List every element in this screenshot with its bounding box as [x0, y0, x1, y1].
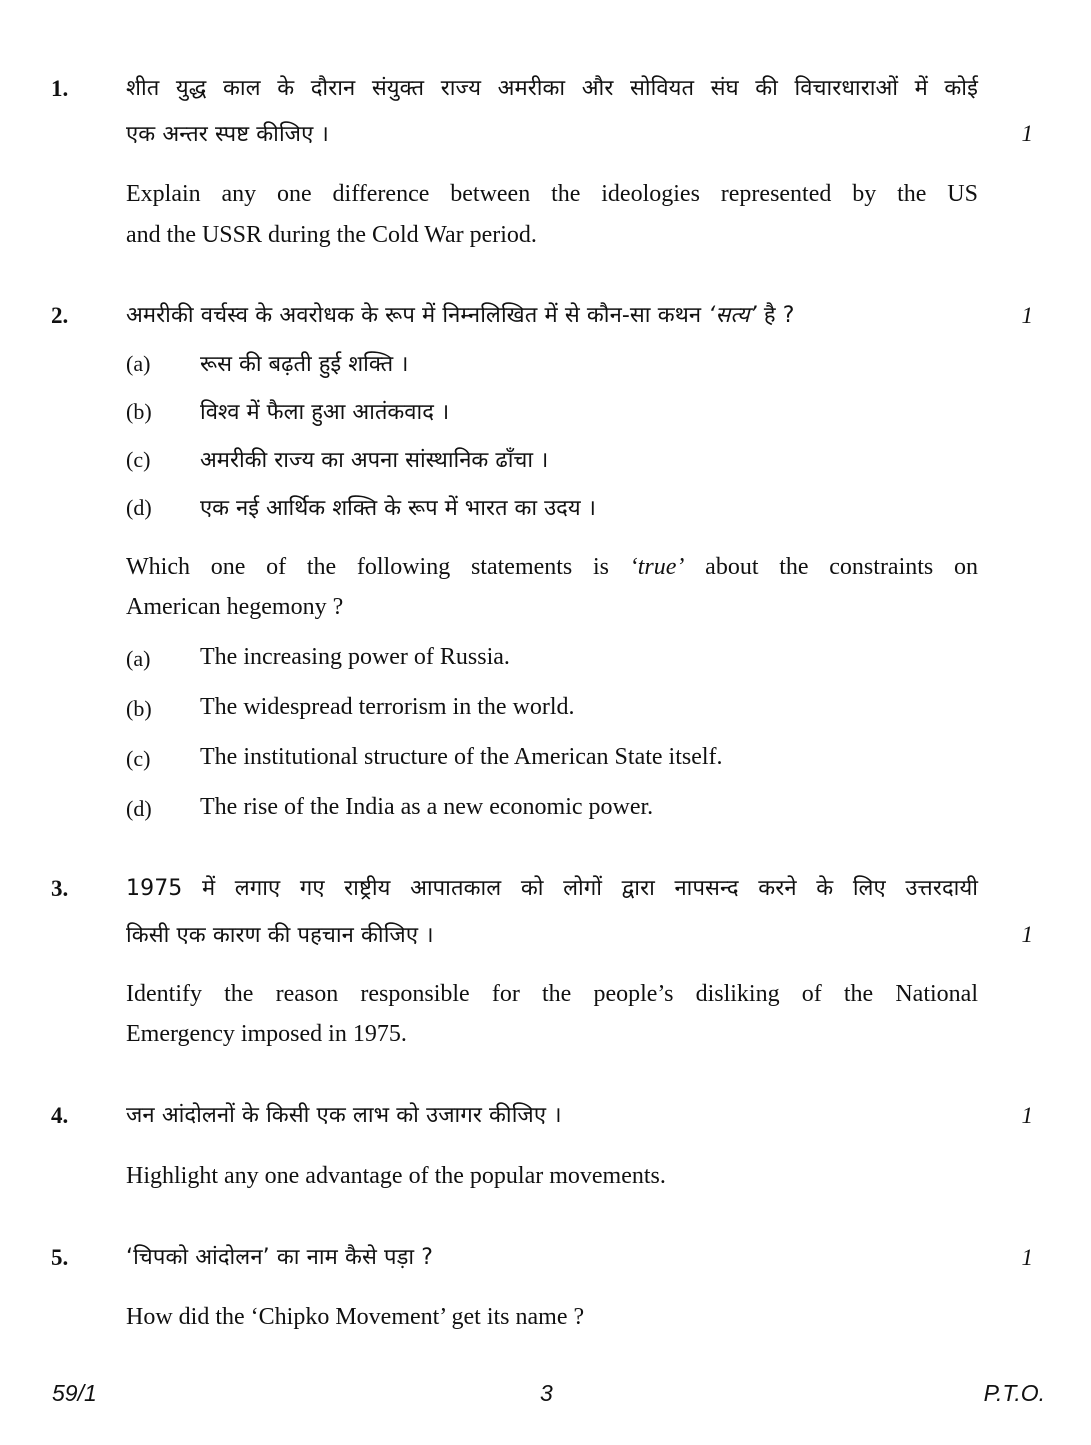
question-3-hindi-line-1: 1975 में लगाए गए राष्ट्रीय आपातकाल को लोगों द्वारा नापसन्द करने के लिए उत्तरदायी: [126, 876, 978, 901]
question-2-hindi-option-b: विश्व में फैला हुआ आतंकवाद ।: [200, 400, 450, 425]
page-number: 3: [540, 1380, 553, 1406]
question-1-number: 1.: [51, 76, 69, 101]
question-4-hindi-line-1: जन आंदोलनों के किसी एक लाभ को उजागर कीजिए ।: [126, 1103, 562, 1128]
question-1-english-line-1: Explain any one difference between the ideologies represented by the US: [126, 181, 978, 207]
question-2-hindi-stem: [126, 299, 795, 329]
question-2-english-option-c: The institutional structure of the American State itself.: [200, 744, 723, 770]
question-2-english-option-b: The widespread terrorism in the world.: [200, 694, 575, 720]
question-1-english-line-2: and the USSR during the Cold War period.: [126, 222, 537, 248]
question-3-hindi-line-2: किसी एक कारण की पहचान कीजिए ।: [126, 923, 434, 948]
paper-code: 59/1: [52, 1380, 97, 1406]
question-3-english-line-2: Emergency imposed in 1975.: [126, 1021, 407, 1047]
question-2-english-emphasis: ‘true’: [629, 554, 685, 580]
question-2-hindi-option-a-label: (a): [126, 351, 151, 376]
question-2-english-option-b-label: (b): [126, 696, 152, 721]
question-2-english-stem-line-1: [126, 554, 978, 581]
question-2-english-option-a-label: (a): [126, 646, 151, 671]
question-3-number: 3.: [51, 876, 69, 901]
question-2-number: 2.: [51, 303, 69, 328]
question-1-hindi-line-1: शीत युद्ध काल के दौरान संयुक्त राज्य अमरीका और सोवियत संघ की विचारधाराओं में कोई: [126, 76, 978, 101]
question-1-hindi-line-2: एक अन्तर स्पष्ट कीजिए ।: [126, 122, 329, 147]
question-5-english-line-1: How did the ‘Chipko Movement’ get its name ?: [126, 1304, 585, 1330]
question-4-marks: 1: [1021, 1103, 1033, 1128]
question-2-hindi-stem-suffix: है ?: [756, 303, 795, 328]
please-turn-over: P.T.O.: [983, 1380, 1045, 1406]
question-2-hindi-option-d-label: (d): [126, 495, 152, 520]
question-4-english-line-1: Highlight any one advantage of the popular movements.: [126, 1163, 666, 1189]
question-5-marks: 1: [1021, 1245, 1033, 1270]
question-2-english-stem-prefix: Which one of the following statements is: [126, 554, 630, 580]
question-2-english-stem-suffix: about the constraints on: [684, 554, 978, 580]
question-2-hindi-stem-prefix: अमरीकी वर्चस्व के अवरोधक के रूप में निम्नलिखित में से कौन-सा कथन: [126, 303, 709, 328]
question-2-hindi-option-c: अमरीकी राज्य का अपना सांस्थानिक ढाँचा ।: [200, 448, 549, 473]
question-2-english-option-a: The increasing power of Russia.: [200, 644, 510, 670]
question-2-hindi-option-d: एक नई आर्थिक शक्ति के रूप में भारत का उदय ।: [200, 496, 596, 521]
question-2-hindi-option-b-label: (b): [126, 399, 152, 424]
question-2-hindi-option-c-label: (c): [126, 447, 151, 472]
question-2-marks: 1: [1021, 303, 1033, 328]
question-2-english-option-d-label: (d): [126, 796, 152, 821]
question-3-marks: 1: [1021, 922, 1033, 947]
question-4-number: 4.: [51, 1103, 69, 1128]
question-2-english-option-d: The rise of the India as a new economic power.: [200, 794, 654, 820]
question-5-number: 5.: [51, 1245, 69, 1270]
question-2-hindi-emphasis: ‘सत्य’: [708, 303, 757, 328]
question-3-english-line-1: Identify the reason responsible for the people’s disliking of the National: [126, 981, 978, 1007]
question-2-english-stem-line-2: American hegemony ?: [126, 594, 344, 620]
question-5-hindi-line-1: ‘चिपको आंदोलन’ का नाम कैसे पड़ा ?: [126, 1245, 434, 1270]
question-2-hindi-option-a: रूस की बढ़ती हुई शक्ति ।: [200, 352, 409, 377]
question-2-english-option-c-label: (c): [126, 746, 151, 771]
question-1-marks: 1: [1021, 121, 1033, 146]
